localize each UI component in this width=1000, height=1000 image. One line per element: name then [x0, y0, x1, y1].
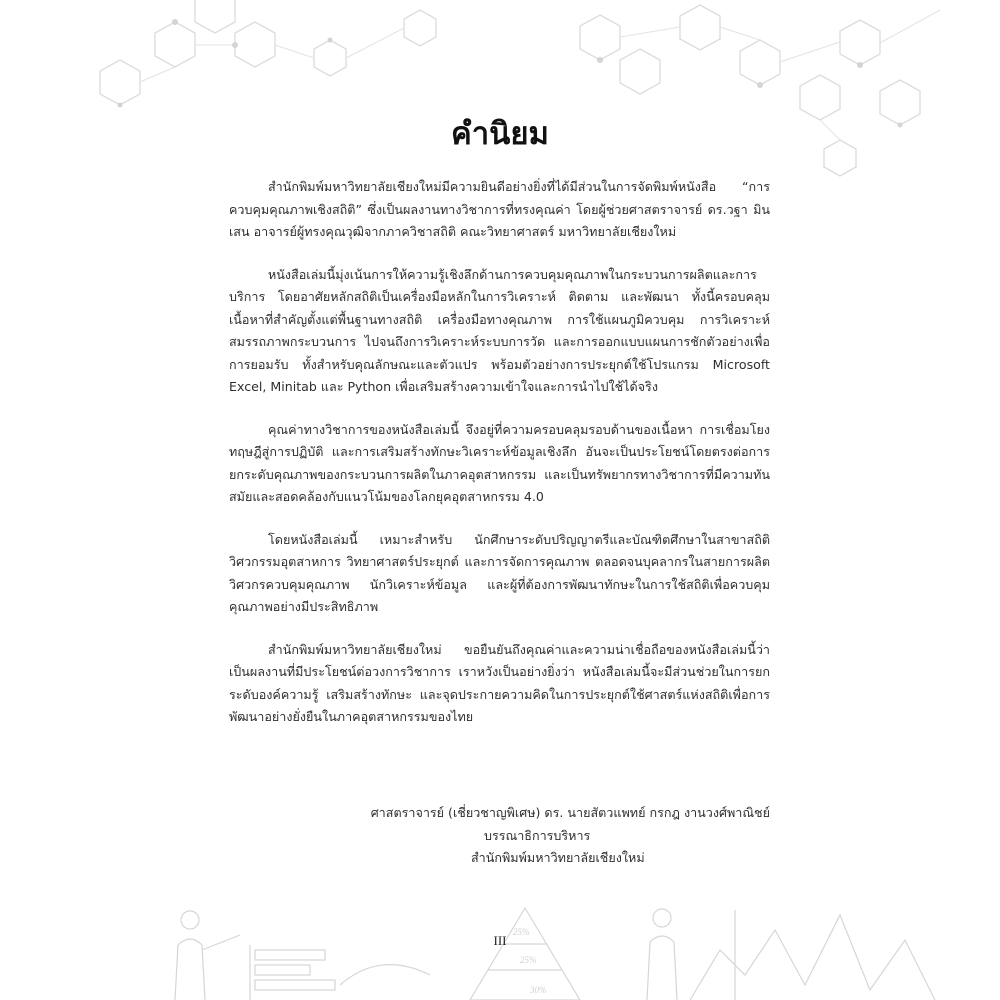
illustration-label: 30% — [530, 985, 547, 995]
page-title: คำนิยม — [451, 116, 549, 152]
illustration-label: 25% — [520, 955, 537, 965]
signatory-organization: สำนักพิมพ์มหาวิทยาลัยเชียงใหม่ — [471, 850, 645, 865]
paragraph: สำนักพิมพ์มหาวิทยาลัยเชียงใหม่มีความยินดีอย่างยิ่งที่ได้มีส่วนในการจัดพิมพ์หนังสือ “การควบคุมคุณภาพเชิงสถิติ” ซึ่งเป็นผลงานทางวิชาการที่ทรงคุณค่า โดยผู้ช่วยศาสตราจารย์ ดร.วฐา มินเสน อาจารย์ผู้ทรงคุณวุฒิจากภาควิชาสถิติ คณะวิทยาศาสตร์ มหาวิทยาลัยเชียงใหม่ — [229, 179, 770, 239]
illustration-label: 25% — [513, 927, 530, 937]
paragraph: คุณค่าทางวิชาการของหนังสือเล่มนี้ จึงอยู่ที่ความครอบคลุมรอบด้านของเนื้อหา การเชื่อมโยงทฤษฎีสู่การปฏิบัติ และการเสริมสร้างทักษะวิเคราะห์ข้อมูลเชิงลึก อันจะเป็นประโยชน์โดยตรงต่อการยกระดับคุณภาพของกระบวนการผลิตในภาคอุตสาหกรรม และเป็นทรัพยากรทางวิชาการที่มีความทันสมัยและสอดคล้องกับแนวโน้มของโลกยุคอุตสาหกรรม 4.0 — [229, 421, 770, 504]
foreword-body — [229, 176, 770, 749]
signature-block — [320, 802, 770, 870]
page-number: III — [493, 933, 507, 948]
paragraph: สำนักพิมพ์มหาวิทยาลัยเชียงใหม่ ขอยืนยันถึงคุณค่าและความน่าเชื่อถือของหนังสือเล่มนี้ว่าเป็นผลงานที่มีประโยชน์ต่อวงการวิชาการ เราหวังเป็นอย่างยิ่งว่า หนังสือเล่มนี้จะมีส่วนช่วยในการยกระดับองค์ความรู้ เสริมสร้างทักษะ และจุดประกายความคิดในการประยุกต์ใช้ศาสตร์แห่งสถิติเพื่อการพัฒนาอย่างยั่งยืนในภาคอุตสาหกรรมของไทย — [229, 641, 770, 724]
signatory-name: ศาสตราจารย์ (เชี่ยวชาญพิเศษ) ดร. นายสัตวแพทย์ กรกฎ งานวงศ์พาณิชย์ — [370, 805, 770, 820]
paragraph: โดยหนังสือเล่มนี้ เหมาะสำหรับ นักศึกษาระดับปริญญาตรีและบัณฑิตศึกษาในสาขาสถิติ วิศวกรรมอุตสาหการ วิทยาศาสตร์ประยุกต์ และการจัดการคุณภาพ ตลอดจนบุคลากรในสายการผลิต วิศวกรควบคุมคุณภาพ นักวิเคราะห์ข้อมูล และผู้ที่ต้องการพัฒนาทักษะในการใช้สถิติเพื่อควบคุมคุณภาพอย่างมีประสิทธิภาพ — [229, 531, 770, 614]
hexagon-network-decoration — [0, 0, 1000, 200]
paragraph: หนังสือเล่มนี้มุ่งเน้นการให้ความรู้เชิงลึกด้านการควบคุมคุณภาพในกระบวนการผลิตและการบริการ โดยอาศัยหลักสถิติเป็นเครื่องมือหลักในการวิเคราะห์ ติดตาม และพัฒนา ทั้งนี้ครอบคลุมเนื้อหาที่สำคัญตั้งแต่พื้นฐานทางสถิติ เครื่องมือทางคุณภาพ การใช้แผนภูมิควบคุม การวิเคราะห์สมรรถภาพกระบวนการ ไปจนถึงการวิเคราะห์ระบบการวัด และการออกแบบแผนการชักตัวอย่างเพื่อการยอมรับ ทั้งสำหรับคุณลักษณะและตัวแปร พร้อมตัวอย่างการประยุกต์ใช้โปรแกรม Microsoft Excel, Minitab และ Python เพื่อเสริมสร้างความเข้าใจและการนำไปใช้ได้จริง — [229, 266, 770, 394]
signatory-position: บรรณาธิการบริหาร — [484, 827, 591, 843]
